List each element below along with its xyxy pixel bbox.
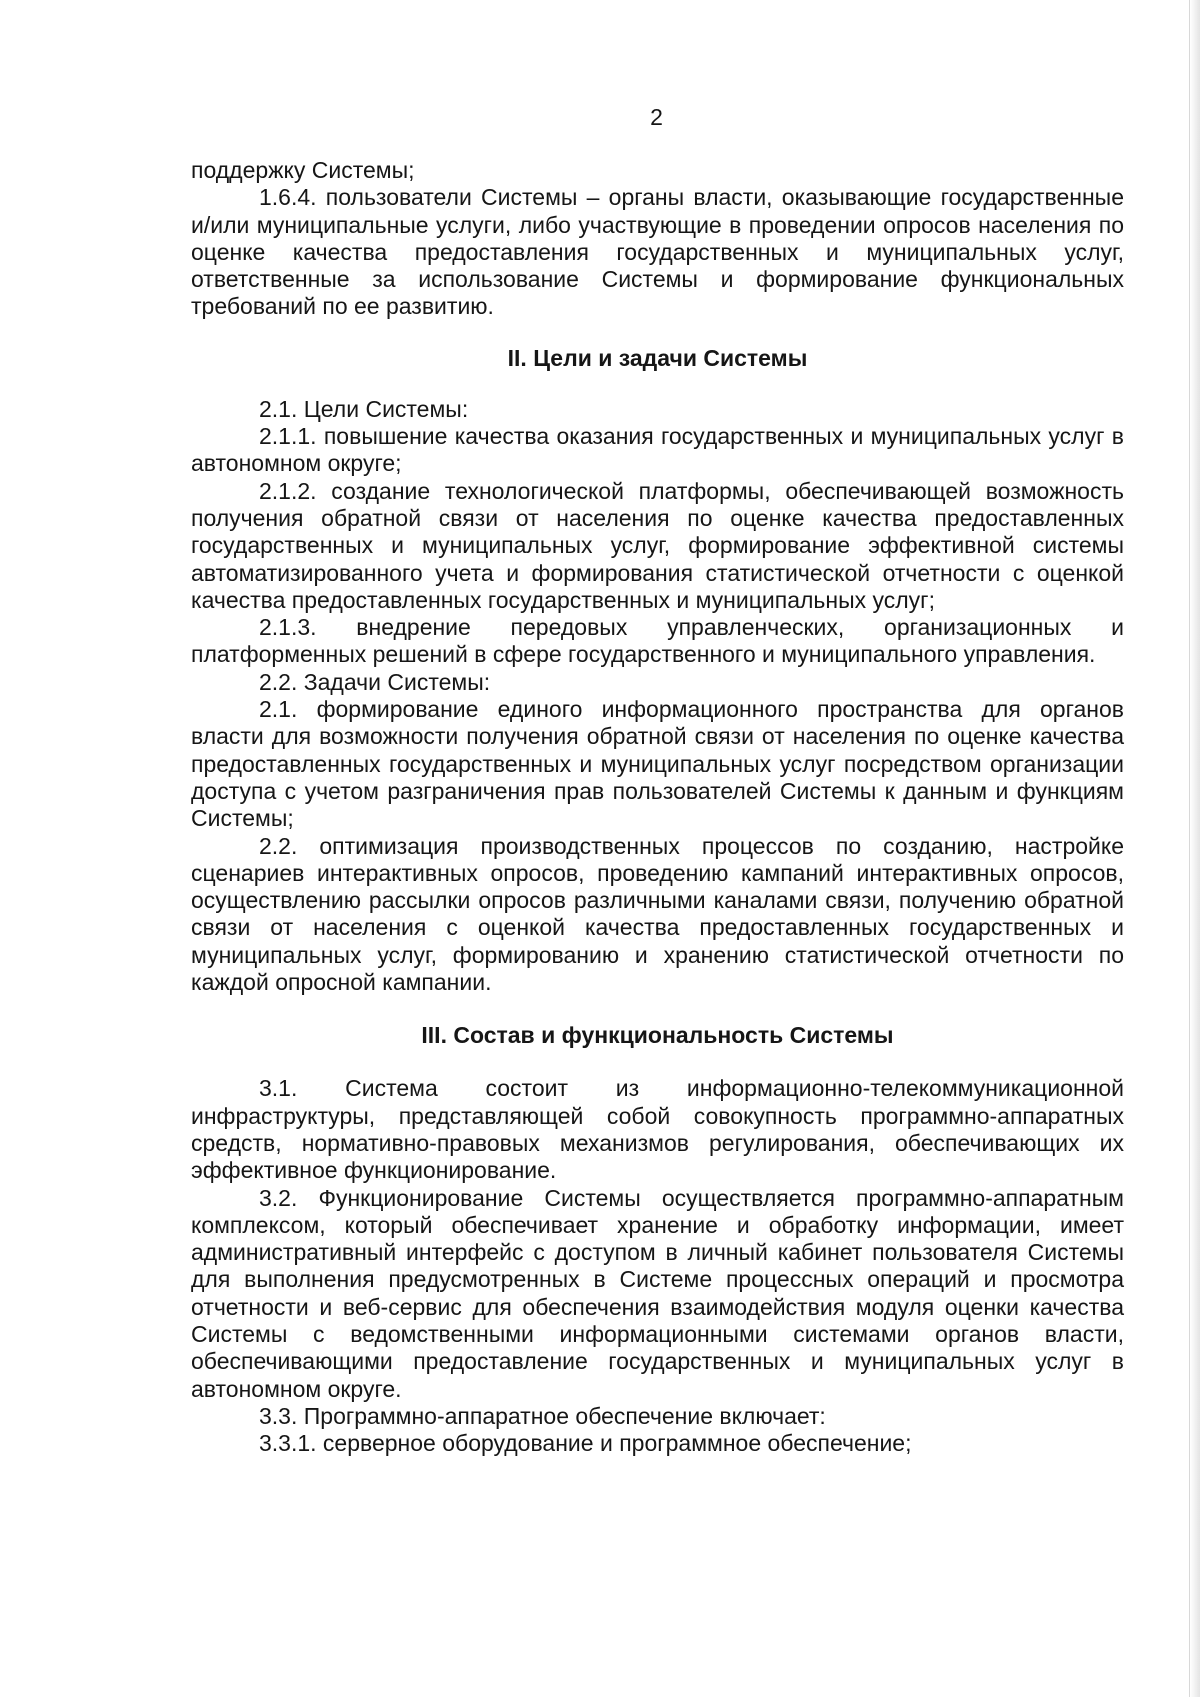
scan-edge-shadow <box>1190 0 1200 1697</box>
paragraph-3-1: 3.1. Система состоит из информационно-телекоммуникационной инфраструктуры, представляющей собой совокупность программно-аппаратных средств, нормативно-правовых механизмов регулирования, обеспечивающих их эффективное функционирование. <box>191 1075 1124 1184</box>
page-number: 2 <box>650 104 663 130</box>
paragraph-2-1-1: 2.1.1. повышение качества оказания государственных и муниципальных услуг в автономном округе; <box>191 423 1124 477</box>
paragraph-1-6-4: 1.6.4. пользователи Системы – органы власти, оказывающие государственные и/или муниципальные услуги, либо участвующие в проведении опросов населения по оценке качества предоставления государственных и муниципальных услуг, ответственные за использование Системы и формирование функциональных требований по ее развитию. <box>191 184 1124 320</box>
paragraph-2-1-3: 2.1.3. внедрение передовых управленческих, организационных и платформенных решений в сфере государственного и муниципального управления. <box>191 614 1124 668</box>
paragraph-3-2: 3.2. Функционирование Системы осуществляется программно-аппаратным комплексом, который обеспечивает хранение и обработку информации, имеет административный интерфейс с доступом в личный кабинет пользователя Системы для выполнения предусмотренных в Системе процессных операций и просмотра отчетности и веб-сервис для обеспечения взаимодействия модуля оценки качества Системы с ведомственными информационными системами органов власти, обеспечивающими предоставление государственных и муниципальных услуг в автономном округе. <box>191 1184 1124 1402</box>
paragraph-support: поддержку Системы; <box>191 157 415 183</box>
section-heading-composition: III. Состав и функциональность Системы <box>421 1022 894 1049</box>
paragraph-3-3-1: 3.3.1. серверное оборудование и программное обеспечение; <box>259 1430 912 1457</box>
paragraph-2-1: 2.1. Цели Системы: <box>259 395 469 422</box>
paragraph-task-2-2: 2.2. оптимизация производственных процессов по созданию, настройке сценариев интерактивных опросов, проведению кампаний интерактивных опросов, осуществлению рассылки опросов различными каналами связи, получению обратной связи от населения с оценкой качества предоставленных государственных и муниципальных услуг, формированию и хранению статистической отчетности по каждой опросной кампании. <box>191 832 1124 996</box>
paragraph-2-2: 2.2. Задачи Системы: <box>259 668 491 695</box>
paragraph-3-3: 3.3. Программно-аппаратное обеспечение включает: <box>259 1402 826 1429</box>
document-body <box>191 157 1124 1457</box>
section-heading-goals: II. Цели и задачи Системы <box>507 344 808 371</box>
paragraph-task-2-1: 2.1. формирование единого информационного пространства для органов власти для возможности получения обратной связи от населения по оценке качества предоставленных государственных и муниципальных услуг посредством организации доступа с учетом разграничения прав пользователей Системы к данным и функциям Системы; <box>191 696 1124 832</box>
paragraph-2-1-2: 2.1.2. создание технологической платформы, обеспечивающей возможность получения обратной связи от населения по оценке качества предоставленных государственных и муниципальных услуг, формирование эффективной системы автоматизированного учета и формирования статистической отчетности с оценкой качества предоставленных государственных и муниципальных услуг; <box>191 477 1124 613</box>
